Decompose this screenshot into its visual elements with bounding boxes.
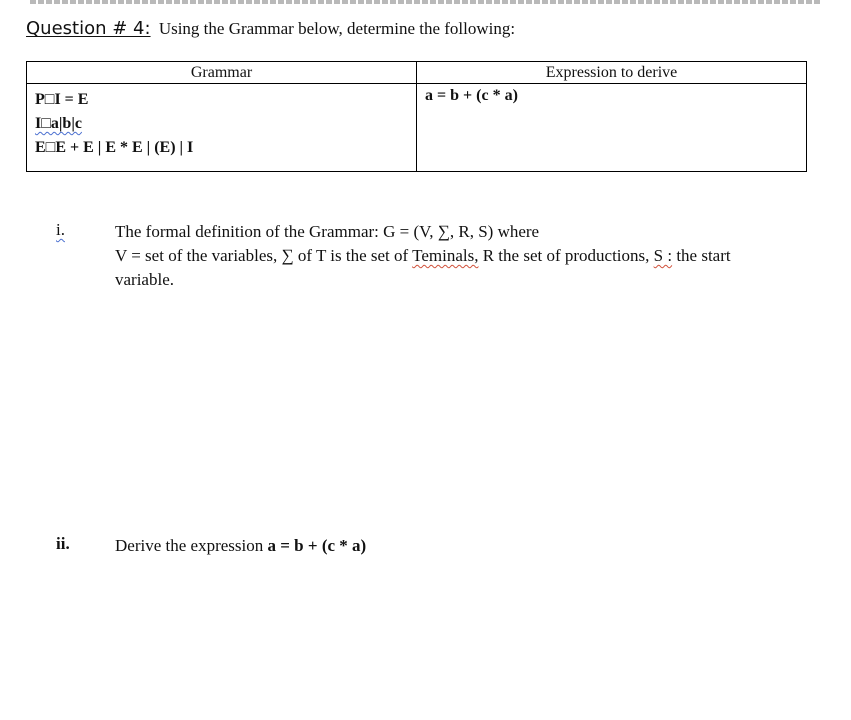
definition-line-2-middle: R the set of productions, xyxy=(482,246,650,265)
definition-line-1: The formal definition of the Grammar: G = (V, ∑, R, S) where xyxy=(115,222,540,241)
grammar-rule-e: E□E + E | E * E | (E) | I xyxy=(35,139,194,156)
grammar-rule-i-text: I□a|b|c xyxy=(35,115,82,132)
expression-cell: a = b + (c * a) xyxy=(417,84,807,172)
derive-text: Derive the expression xyxy=(115,536,264,555)
item-body-i xyxy=(115,220,795,292)
misspelled-word: Teminals, xyxy=(412,246,479,265)
table-header-row xyxy=(27,62,807,84)
item-marker-i: i. xyxy=(56,220,65,239)
definition-line-2-start: V = set of the variables, ∑ of T is the set of xyxy=(115,246,409,265)
question-text: Using the Grammar below, determine the following: xyxy=(158,19,516,38)
definition-line-2-end: the start xyxy=(676,246,731,265)
definition-line-2 xyxy=(115,244,795,268)
expression-header: Expression to derive xyxy=(417,62,807,84)
grammar-table xyxy=(26,61,807,172)
table-row xyxy=(27,84,807,172)
start-variable-symbol: S : xyxy=(653,246,673,265)
grammar-header: Grammar xyxy=(27,62,417,84)
item-marker-ii: ii. xyxy=(56,534,70,553)
question-number: Question # 4: xyxy=(26,18,151,39)
grammar-rule-p: P□I = E xyxy=(35,91,89,108)
definition-line-3: variable. xyxy=(115,270,174,289)
grammar-rules-cell xyxy=(27,84,417,172)
header-rule xyxy=(30,0,820,4)
item-body-ii xyxy=(115,534,795,558)
question-heading xyxy=(26,18,515,39)
grammar-rule-i xyxy=(35,112,408,136)
derive-expression: a = b + (c * a) xyxy=(267,536,367,555)
